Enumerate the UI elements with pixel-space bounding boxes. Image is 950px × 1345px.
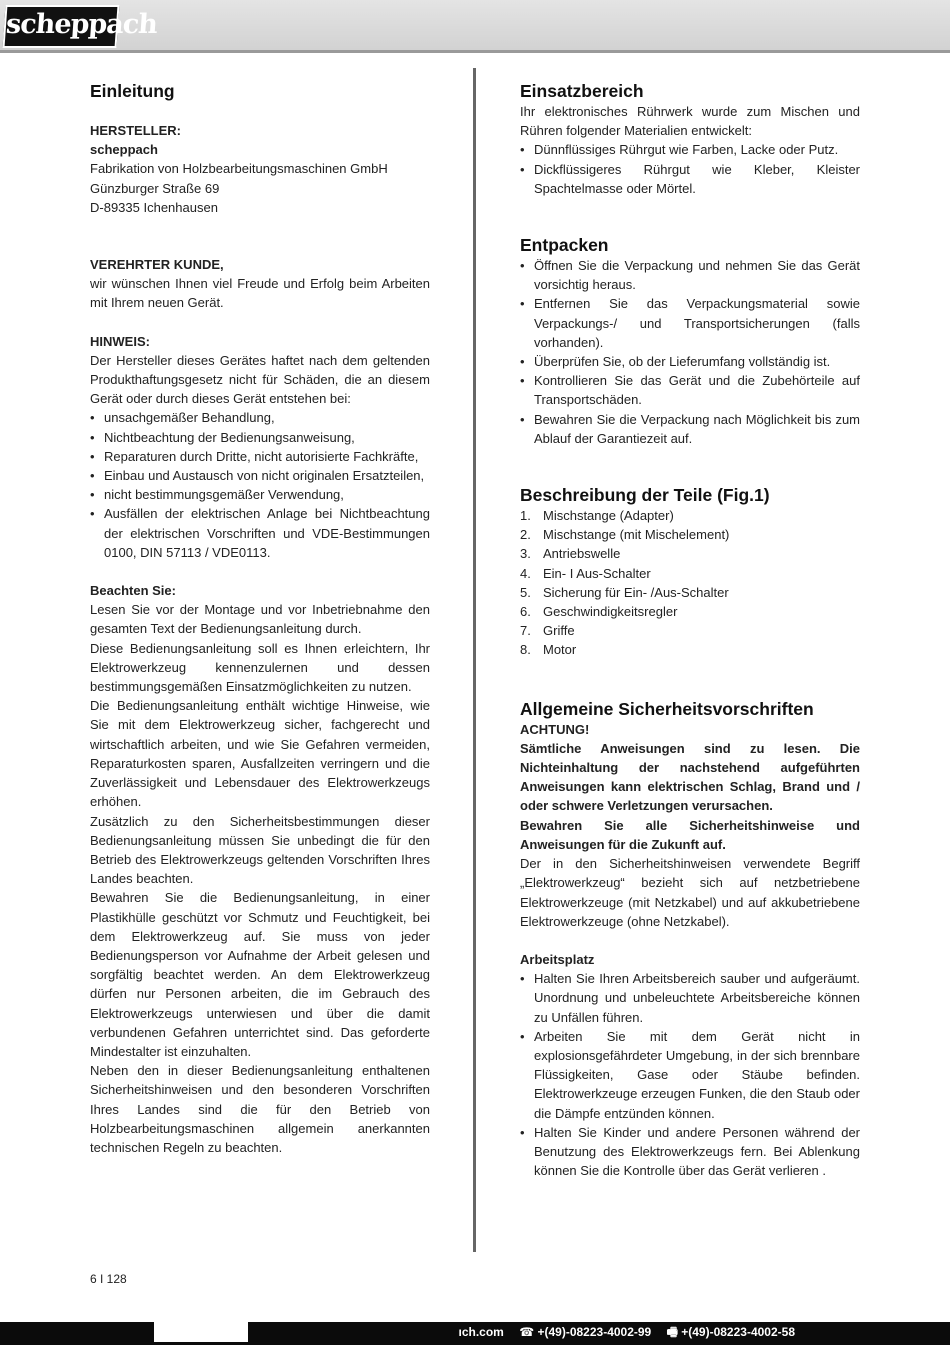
use-title: Einsatzbereich bbox=[520, 81, 644, 101]
attention-text: Sämtliche Anweisungen sind zu lesen. Die Nichteinhaltung der nachstehend aufgeführten Anweisungen kann elektrischen Schlag, Brand und / oder schwere Verletzungen verursachen. bbox=[520, 740, 860, 814]
list-item: • Einbau und Austausch von nicht originalen Ersatzteilen, bbox=[90, 468, 425, 484]
list-item: • Arbeiten Sie mit dem Gerät nicht in explosionsgefährdeter Umgebung, in der sich brennbare Flüssigkeiten, Gase oder Stäube befinden. Elektrowerkzeuge erzeugen Funken, die den Staub oder die Dämpfe entzünden können. bbox=[520, 1028, 860, 1121]
keep-text: Bewahren Sie alle Sicherheitshinweise und Anweisungen für die Zukunft auf. bbox=[520, 817, 860, 852]
workplace-label: Arbeitsplatz bbox=[520, 951, 595, 967]
list-item: • unsachgemäßer Behandlung, bbox=[90, 410, 275, 426]
list-item: 2. Mischstange (mit Mischelement) bbox=[520, 527, 730, 543]
observe-label: Beachten Sie: bbox=[90, 583, 176, 599]
note-text: Der Hersteller dieses Gerätes haftet nach dem geltenden Produkthaftungsgesetz nicht für Schäden, die an diesem Gerät oder durch dieses Gerät entstehen bei: bbox=[90, 352, 430, 407]
customer-label: VEREHRTER KUNDE, bbox=[90, 257, 224, 273]
attention-label: ACHTUNG! bbox=[520, 721, 590, 737]
brand-logo: scheppach bbox=[2, 5, 119, 48]
workplace-list bbox=[520, 969, 860, 1180]
safety-title: Allgemeine Sicherheitsvorschriften bbox=[520, 698, 814, 719]
list-item: 1. Mischstange (Adapter) bbox=[520, 508, 674, 524]
parts-list bbox=[520, 506, 860, 660]
list-item: • Dickflüssigeres Rührgut wie Kleber, Kleister Spachtelmasse oder Mörtel. bbox=[520, 161, 860, 196]
header-bar bbox=[0, 0, 950, 53]
observe-paragraph: Die Bedienungsanleitung enthält wichtige Hinweise, wie Sie mit dem Elektrowerkzeug sicher, fachgerecht und wirtschaftlich arbeiten, und wie Sie Gefahren vermeiden, Reparaturkosten sparen, Ausfallzeiten verringern und die Zuverlässigkeit und Lebensdauer des Elektrowerkzeugs erhöhen. bbox=[90, 698, 430, 810]
use-text: Ihr elektronisches Rührwerk wurde zum Mischen und Rühren folgender Materialien entwickelt: bbox=[520, 104, 860, 139]
list-item: • Öffnen Sie die Verpackung und nehmen Sie das Gerät vorsichtig heraus. bbox=[520, 258, 860, 293]
observe-paragraph: Neben den in dieser Bedienungsanleitung enthaltenen Sicherheitshinweisen und den besonderen Vorschriften Ihres Landes sind die für den Betrieb von Holzbearbeitungsmaschinen allgemein anerkannten technischen Regeln zu beachten. bbox=[90, 1063, 430, 1155]
unpack-title: Entpacken bbox=[520, 235, 609, 256]
page-number: 6 I 128 bbox=[90, 1272, 127, 1286]
customer-text: wir wünschen Ihnen viel Freude und Erfolg beim Arbeiten mit Ihrem neuen Gerät. bbox=[90, 276, 430, 311]
list-item: • nicht bestimmungsgemäßer Verwendung, bbox=[90, 487, 344, 503]
right-column bbox=[520, 80, 860, 1180]
list-item: • Ausfällen der elektrischen Anlage bei Nichtbeachtung der elektrischen Vorschriften und VDE-Bestimmungen 0100, DIN 57113 / VDE0113. bbox=[90, 506, 430, 560]
list-item: 4. Ein- I Aus-Schalter bbox=[520, 565, 651, 581]
list-item: 8. Motor bbox=[520, 642, 577, 658]
list-item: • Halten Sie Kinder und andere Personen während der Benutzung des Elektrowerkzeugs fern. Bei Ablenkung können Sie die Kontrolle über das Gerät verlieren . bbox=[520, 1124, 860, 1179]
parts-title: Beschreibung der Teile (Fig.1) bbox=[520, 485, 770, 506]
address-line: Fabrikation von Holzbearbeitungsmaschinen GmbH bbox=[90, 161, 388, 177]
observe-paragraph: Bewahren Sie die Bedienungsanleitung, in einer Plastikhülle geschützt vor Schmutz und Feuchtigkeit, bei dem Elektrowerkzeug auf. Sie muss von jeder Bedienungsperson vor Aufnahme der Arbeit gelesen und sorgfältig beachtet werden. An dem Elektrowerkzeug dürfen nur Personen arbeiten, die im Gebrauch des Elektrowerkzeugs unterwiesen und über die damit verbundenen Gefahren unterrichtet sind. Das geforderte Mindestalter ist einzuhalten. bbox=[90, 890, 430, 1059]
unpack-list bbox=[520, 256, 860, 448]
note-list bbox=[90, 408, 430, 562]
list-item: • Überprüfen Sie, ob der Lieferumfang vollständig ist. bbox=[520, 354, 831, 370]
footer-contact bbox=[447, 1322, 796, 1342]
manufacturer-label: HERSTELLER: bbox=[90, 123, 181, 138]
list-item: • Dünnflüssiges Rührgut wie Farben, Lacke oder Putz. bbox=[520, 142, 839, 158]
list-item: • Reparaturen durch Dritte, nicht autorisierte Fachkräfte, bbox=[90, 448, 419, 464]
observe-paragraph: Zusätzlich zu den Sicherheitsbestimmungen dieser Bedienungsanleitung müssen Sie unbedingt die für den Betrieb des Elektrowerkzeugs geltenden Vorschriften Ihres Landes beachten. bbox=[90, 813, 430, 887]
footer-fax: 🖷 +(49)-08223-4002-58 bbox=[666, 1325, 795, 1339]
footer-phone: ☎ +(49)-08223-4002-99 bbox=[519, 1325, 652, 1339]
address-line: Günzburger Straße 69 bbox=[90, 180, 220, 196]
list-item: • Bewahren Sie die Verpackung nach Möglichkeit bis zum Ablauf der Garantiezeit auf. bbox=[520, 411, 860, 446]
list-item: • Halten Sie Ihren Arbeitsbereich sauber und aufgeräumt. Unordnung und unbeleuchtete Arbeitsbereiche können zu Unfällen führen. bbox=[520, 971, 860, 1025]
column-divider bbox=[473, 68, 476, 1252]
observe-paragraph: Lesen Sie vor der Montage und vor Inbetriebnahme den gesamten Text der Bedienungsanleitung durch. bbox=[90, 602, 430, 637]
term-text: Der in den Sicherheitshinweisen verwendete Begriff „Elektrowerkzeug“ bezieht sich auf netzbetriebene Elektrowerkzeuge (mit Netzkabel) und auf akkubetriebene Elektrowerkzeuge (ohne Netzkabel). bbox=[520, 856, 860, 929]
list-item: 5. Sicherung für Ein- /Aus-Schalter bbox=[520, 584, 729, 600]
list-item: 6. Geschwindigkeitsregler bbox=[520, 604, 678, 620]
left-column bbox=[90, 80, 430, 1157]
intro-title: Einleitung bbox=[90, 81, 175, 101]
list-item: 3. Antriebswelle bbox=[520, 546, 621, 562]
list-item: • Kontrollieren Sie das Gerät und die Zubehörteile auf Transportschäden. bbox=[520, 373, 860, 408]
manufacturer-name: scheppach bbox=[90, 142, 158, 158]
use-list bbox=[520, 140, 860, 198]
address-line: D-89335 Ichenhausen bbox=[90, 199, 218, 215]
footer-web: ıch.com bbox=[458, 1325, 504, 1339]
list-item: 7. Griffe bbox=[520, 623, 575, 639]
list-item: • Nichtbeachtung der Bedienungsanweisung, bbox=[90, 429, 355, 445]
list-item: • Entfernen Sie das Verpackungsmaterial sowie Verpackungs-/ und Transportsicherungen (falls vorhanden). bbox=[520, 296, 860, 350]
observe-paragraph: Diese Bedienungsanleitung soll es Ihnen erleichtern, Ihr Elektrowerkzeug kennenzulernen und dessen bestimmungsgemäßen Einsatzmöglichkeiten zu nutzen. bbox=[90, 640, 430, 695]
note-label: HINWEIS: bbox=[90, 333, 150, 349]
footer-gap bbox=[154, 1322, 248, 1342]
